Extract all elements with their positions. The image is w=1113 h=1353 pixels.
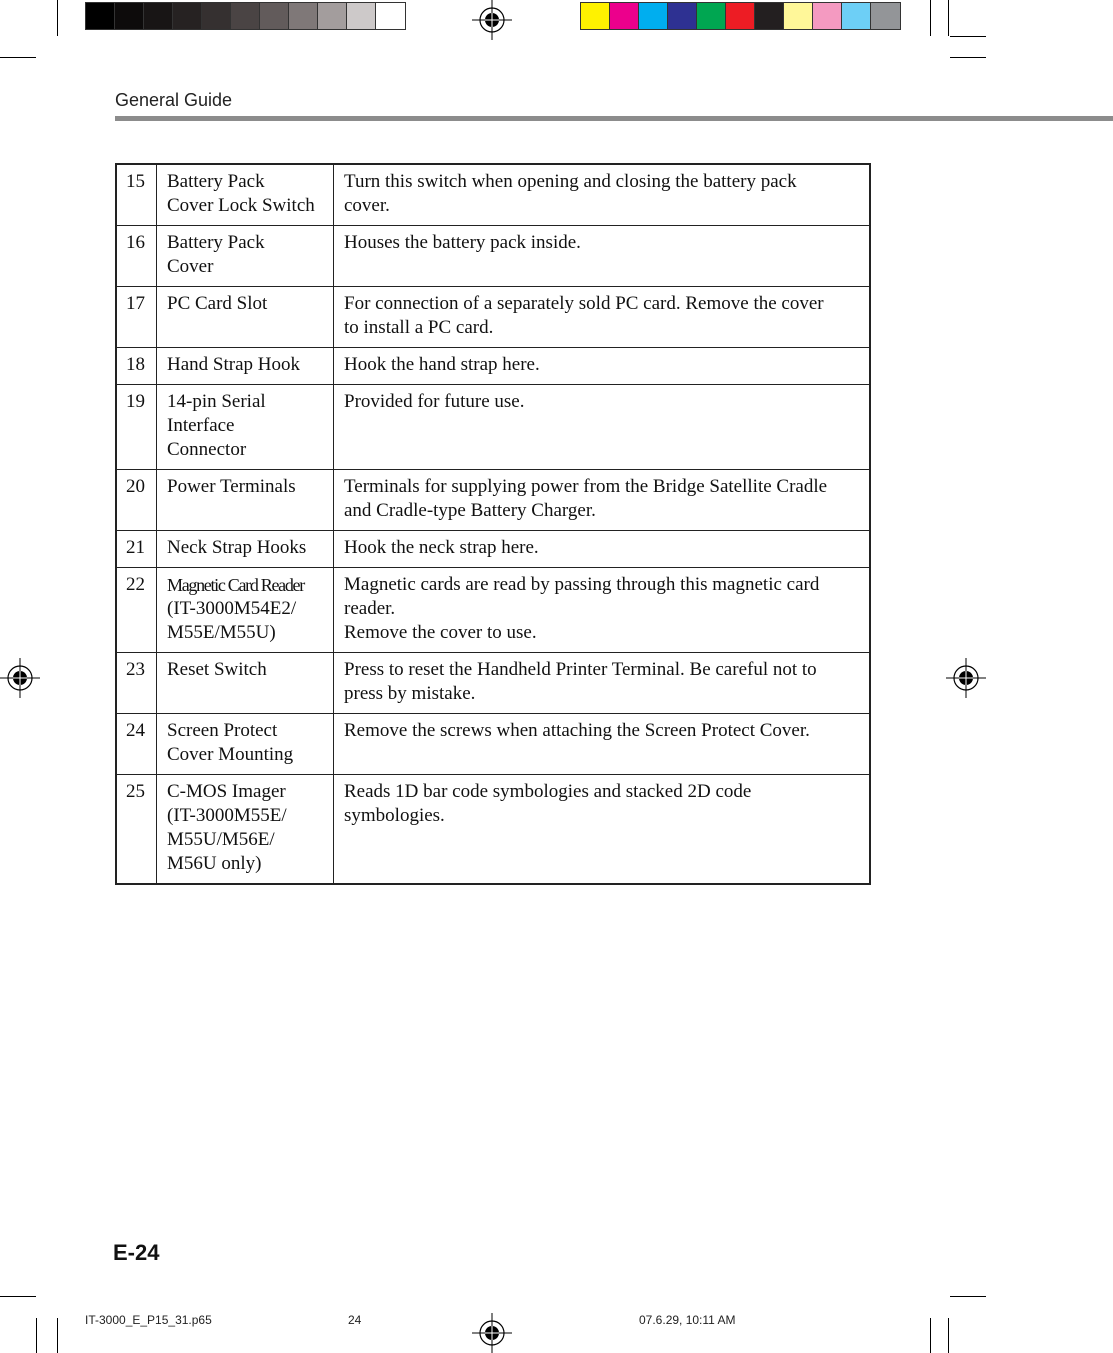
item-number: 15 <box>116 164 157 226</box>
item-name-line: (IT-3000M54E2/ <box>167 598 297 619</box>
item-description <box>334 775 871 885</box>
table-row <box>116 164 870 226</box>
item-name-line: C-MOS Imager <box>167 781 286 802</box>
crop-mark <box>950 1296 986 1297</box>
item-name-line: (IT-3000M55E/ <box>167 805 287 826</box>
section-title: General Guide <box>115 90 233 110</box>
item-name-line: PC Card Slot <box>167 293 268 314</box>
item-description-line: reader. <box>344 598 396 619</box>
item-name-line: Battery Pack <box>167 171 265 192</box>
item-description <box>334 226 871 287</box>
item-number: 23 <box>116 653 157 714</box>
item-number: 19 <box>116 385 157 470</box>
table-row <box>116 714 870 775</box>
color-swatch <box>697 3 726 29</box>
color-swatch <box>86 3 115 29</box>
color-swatch <box>668 3 697 29</box>
item-name <box>157 531 334 568</box>
item-name-line: Battery Pack <box>167 232 265 253</box>
item-name <box>157 164 334 226</box>
crop-mark <box>930 0 931 36</box>
color-swatch <box>231 3 260 29</box>
item-name-line: Power Terminals <box>167 476 296 497</box>
table-row <box>116 568 870 653</box>
item-description <box>334 714 871 775</box>
item-description-line: press by mistake. <box>344 683 476 704</box>
item-name-line: 14-pin Serial <box>167 391 266 412</box>
parts-table-body <box>116 164 870 884</box>
color-swatch <box>347 3 376 29</box>
item-name <box>157 714 334 775</box>
table-row <box>116 385 870 470</box>
item-description <box>334 348 871 385</box>
item-description-line: symbologies. <box>344 805 445 826</box>
item-description <box>334 164 871 226</box>
item-name-line: Screen Protect <box>167 720 278 741</box>
color-swatch <box>813 3 842 29</box>
item-description <box>334 287 871 348</box>
item-name <box>157 287 334 348</box>
item-name <box>157 775 334 885</box>
crop-mark <box>950 57 986 58</box>
item-name <box>157 470 334 531</box>
crop-mark <box>0 57 36 58</box>
crop-mark <box>930 1318 931 1353</box>
item-description <box>334 531 871 568</box>
grayscale-bar <box>85 2 406 30</box>
item-name <box>157 653 334 714</box>
item-name-line: Hand Strap Hook <box>167 354 300 375</box>
item-description-line: and Cradle-type Battery Charger. <box>344 500 596 521</box>
item-description-line: Turn this switch when opening and closing the battery pack <box>344 171 797 192</box>
crop-mark <box>0 1296 36 1297</box>
item-number: 25 <box>116 775 157 885</box>
color-swatch <box>784 3 813 29</box>
item-description-line: Magnetic cards are read by passing through this magnetic card <box>344 574 820 595</box>
item-number: 21 <box>116 531 157 568</box>
table-row <box>116 287 870 348</box>
item-name-line: Connector <box>167 439 247 460</box>
table-row <box>116 348 870 385</box>
item-name-line: Interface <box>167 415 235 436</box>
color-swatch <box>318 3 347 29</box>
item-number: 16 <box>116 226 157 287</box>
table-row <box>116 653 870 714</box>
item-description-line: For connection of a separately sold PC card. Remove the cover <box>344 293 824 314</box>
item-description-line: cover. <box>344 195 390 216</box>
registration-mark-icon <box>946 658 986 698</box>
table-row <box>116 775 870 885</box>
header-rule <box>115 116 1113 121</box>
item-description-line: Houses the battery pack inside. <box>344 232 581 253</box>
color-swatch <box>376 3 405 29</box>
item-description <box>334 653 871 714</box>
item-name-line: M56U only) <box>167 853 262 874</box>
item-description-line: Hook the hand strap here. <box>344 354 540 375</box>
crop-mark <box>950 36 986 37</box>
table-row <box>116 226 870 287</box>
item-number: 17 <box>116 287 157 348</box>
item-description <box>334 470 871 531</box>
color-swatch <box>115 3 144 29</box>
item-number: 22 <box>116 568 157 653</box>
parts-table <box>115 163 871 885</box>
item-name <box>157 385 334 470</box>
crop-mark <box>948 0 949 36</box>
registration-mark-icon <box>0 658 40 698</box>
item-name-line: Cover <box>167 256 214 277</box>
item-description-line: Provided for future use. <box>344 391 525 412</box>
footer-file-name: IT-3000_E_P15_31.p65 <box>85 1313 212 1327</box>
item-name-line: Reset Switch <box>167 659 267 680</box>
page-number: E-24 <box>113 1240 160 1265</box>
item-number: 24 <box>116 714 157 775</box>
footer-page: 24 <box>348 1313 362 1327</box>
color-swatch <box>610 3 639 29</box>
registration-mark-icon <box>472 0 512 40</box>
item-name <box>157 226 334 287</box>
item-description <box>334 568 871 653</box>
item-name-line: Neck Strap Hooks <box>167 537 307 558</box>
footer-timestamp: 07.6.29, 10:11 AM <box>639 1313 736 1327</box>
table-row <box>116 470 870 531</box>
item-name-line: M55U/M56E/ <box>167 829 275 850</box>
color-bar <box>580 2 901 30</box>
item-description-line: Remove the cover to use. <box>344 622 537 643</box>
color-swatch <box>173 3 202 29</box>
item-name-line: M55E/M55U) <box>167 622 276 643</box>
item-description-line: Hook the neck strap here. <box>344 537 539 558</box>
color-swatch <box>260 3 289 29</box>
item-description <box>334 385 871 470</box>
color-swatch <box>144 3 173 29</box>
crop-mark <box>57 0 58 36</box>
color-swatch <box>726 3 755 29</box>
item-name-line: Cover Lock Switch <box>167 195 315 216</box>
item-name-line: Cover Mounting <box>167 744 294 765</box>
item-description-line: Reads 1D bar code symbologies and stacked 2D code <box>344 781 752 802</box>
item-number: 18 <box>116 348 157 385</box>
item-description-line: Press to reset the Handheld Printer Terminal. Be careful not to <box>344 659 817 680</box>
color-swatch <box>871 3 900 29</box>
color-swatch <box>755 3 784 29</box>
item-description-line: Terminals for supplying power from the Bridge Satellite Cradle <box>344 476 828 497</box>
color-swatch <box>639 3 668 29</box>
registration-mark-icon <box>472 1313 512 1353</box>
item-number: 20 <box>116 470 157 531</box>
crop-mark <box>36 1318 37 1353</box>
color-swatch <box>202 3 231 29</box>
item-description-line: Remove the screws when attaching the Screen Protect Cover. <box>344 720 810 741</box>
color-swatch <box>842 3 871 29</box>
crop-mark <box>948 1318 949 1353</box>
item-name <box>157 348 334 385</box>
crop-mark <box>57 1318 58 1353</box>
color-swatch <box>289 3 318 29</box>
table-row <box>116 531 870 568</box>
item-description-line: to install a PC card. <box>344 317 494 338</box>
color-swatch <box>581 3 610 29</box>
item-name-line: Magnetic Card Reader <box>167 575 304 595</box>
item-name <box>157 568 334 653</box>
